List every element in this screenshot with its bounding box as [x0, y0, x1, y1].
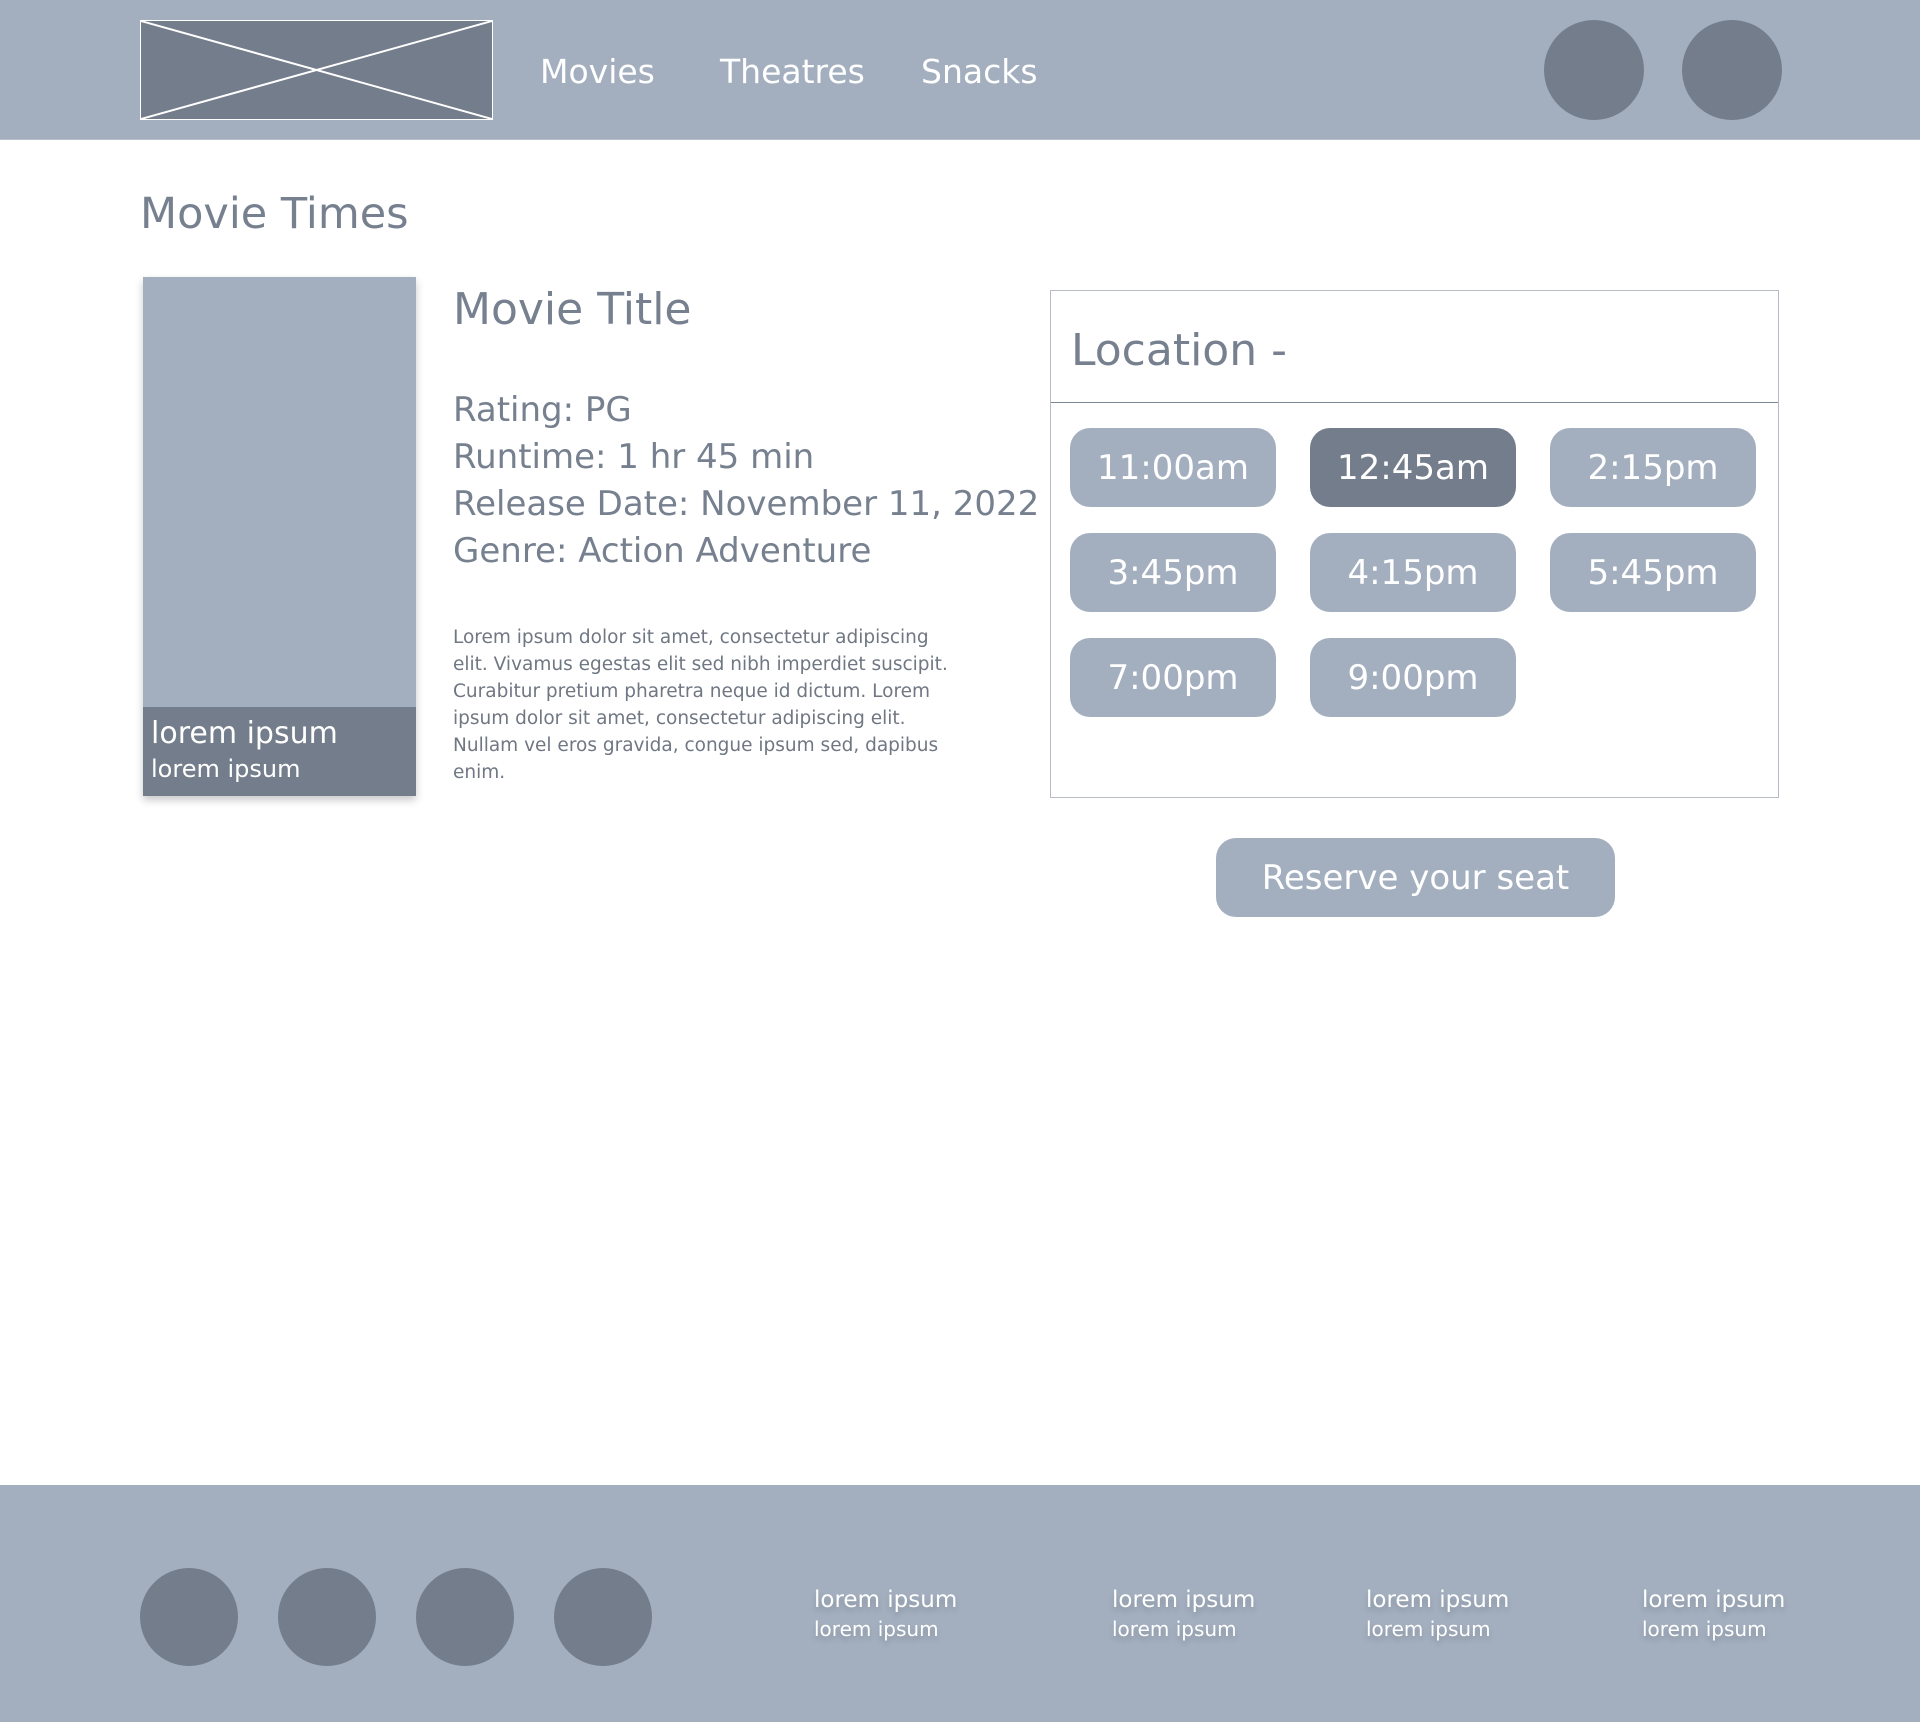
header [0, 0, 1920, 140]
page-title: Movie Times [140, 189, 409, 239]
image-placeholder-icon [141, 21, 492, 119]
location-header [1051, 291, 1778, 403]
footer-link[interactable] [1366, 1585, 1509, 1643]
showtime-button[interactable]: 9:00pm [1310, 638, 1516, 717]
nav-theatres[interactable]: Theatres [720, 52, 865, 91]
movie-rating: Rating: PG [453, 390, 632, 430]
header-avatar-placeholder-icon[interactable] [1682, 20, 1782, 120]
footer [0, 1485, 1920, 1722]
movie-release-date: Release Date: November 11, 2022 [453, 484, 1040, 524]
movie-description: Lorem ipsum dolor sit amet, consectetur adipiscing elit. Vivamus egestas elit sed nibh imperdiet suscipit. Curabitur pretium pharetra neque id dictum. Lorem ipsum dolor sit amet, consectetur adipiscing elit. Nullam vel eros gravida, congue ipsum sed, dapibus enim. [453, 627, 948, 783]
logo-placeholder-icon[interactable] [140, 20, 493, 120]
location-panel [1050, 290, 1779, 798]
footer-link[interactable] [1112, 1585, 1255, 1643]
header-avatar-placeholder-icon[interactable] [1544, 20, 1644, 120]
movie-runtime: Runtime: 1 hr 45 min [453, 437, 815, 477]
nav-snacks[interactable]: Snacks [921, 52, 1038, 91]
footer-link-subtitle: lorem ipsum [1366, 1617, 1491, 1641]
showtime-button[interactable]: 2:15pm [1550, 428, 1756, 507]
social-placeholder-icon[interactable] [140, 1568, 238, 1666]
movie-genre: Genre: Action Adventure [453, 531, 872, 571]
poster-caption-line1: lorem ipsum [151, 716, 338, 751]
footer-link-subtitle: lorem ipsum [1642, 1617, 1767, 1641]
poster-caption-line2: lorem ipsum [151, 755, 301, 783]
showtime-button[interactable]: 7:00pm [1070, 638, 1276, 717]
showtime-button-selected[interactable]: 12:45am [1310, 428, 1516, 507]
footer-link[interactable] [1642, 1585, 1785, 1643]
nav-movies[interactable]: Movies [540, 52, 655, 91]
movie-title: Movie Title [453, 284, 692, 335]
poster-caption [143, 707, 416, 796]
location-label: Location - [1071, 325, 1287, 376]
social-placeholder-icon[interactable] [278, 1568, 376, 1666]
social-placeholder-icon[interactable] [554, 1568, 652, 1666]
footer-link[interactable] [814, 1585, 957, 1643]
footer-link-title: lorem ipsum [1112, 1587, 1256, 1613]
footer-link-subtitle: lorem ipsum [814, 1617, 939, 1641]
showtime-button[interactable]: 5:45pm [1550, 533, 1756, 612]
movie-meta [453, 387, 1039, 575]
footer-link-title: lorem ipsum [1366, 1587, 1510, 1613]
reserve-seat-button[interactable]: Reserve your seat [1216, 838, 1615, 917]
footer-link-subtitle: lorem ipsum [1112, 1617, 1237, 1641]
footer-link-title: lorem ipsum [1642, 1587, 1786, 1613]
showtime-button[interactable]: 3:45pm [1070, 533, 1276, 612]
social-placeholder-icon[interactable] [416, 1568, 514, 1666]
footer-link-title: lorem ipsum [814, 1587, 958, 1613]
showtime-button[interactable]: 11:00am [1070, 428, 1276, 507]
movie-poster[interactable] [143, 277, 416, 796]
showtime-button[interactable]: 4:15pm [1310, 533, 1516, 612]
